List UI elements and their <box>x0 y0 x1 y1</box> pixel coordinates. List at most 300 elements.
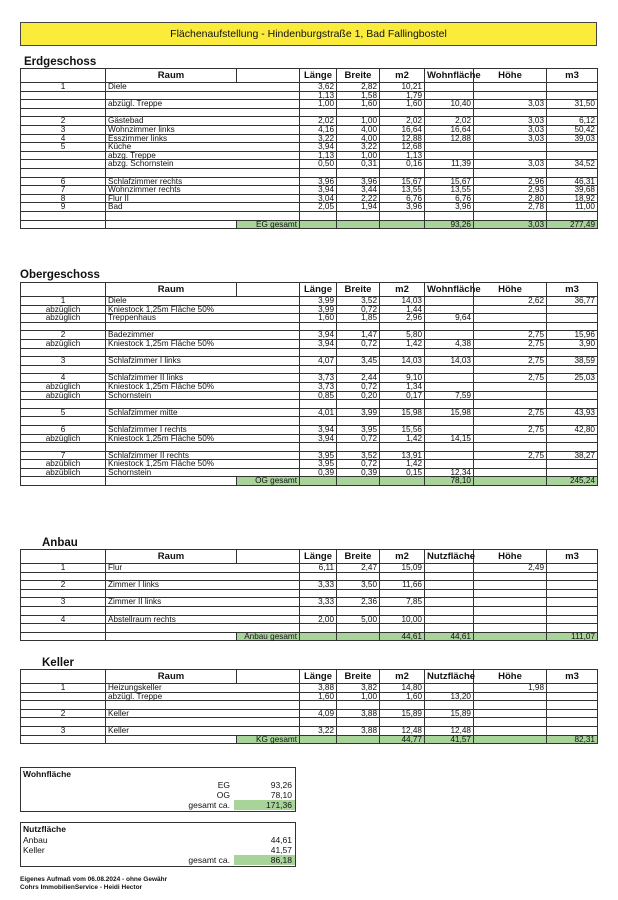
table-header <box>21 283 598 297</box>
header-cell-nr <box>21 283 106 297</box>
total-area: 78,10 <box>425 477 474 486</box>
cell-m2: 15,09 <box>380 564 425 573</box>
cell-nr: 5 <box>21 408 106 417</box>
cell-m2: 10,21 <box>380 83 425 92</box>
cell-hoehe <box>474 581 547 590</box>
header-cell-laenge: Länge <box>300 670 337 684</box>
cell-laenge: 3,99 <box>300 305 337 314</box>
cell-raum: Schlafzimmer I links <box>106 357 300 366</box>
table-row <box>21 581 598 590</box>
summary-wohnflaeche <box>20 767 296 812</box>
cell-raum: Küche <box>106 143 300 152</box>
cell-area <box>425 297 474 306</box>
summary-total-value: 86,18 <box>234 855 295 865</box>
keller-table <box>20 669 598 744</box>
cell-area <box>425 365 474 374</box>
summary-row <box>21 845 295 855</box>
cell-m2 <box>380 624 425 633</box>
cell-area: 12,48 <box>425 726 474 735</box>
cell-nr: 7 <box>21 186 106 195</box>
section-title-og: Obergeschoss <box>20 269 100 281</box>
cell-laenge: 3,04 <box>300 194 337 203</box>
cell-breite: 2,22 <box>337 194 380 203</box>
cell-hoehe: 2,75 <box>474 451 547 460</box>
header-cell-laenge: Länge <box>300 283 337 297</box>
cell-m3: 18,92 <box>547 194 598 203</box>
cell-nr: 6 <box>21 177 106 186</box>
cell-hoehe <box>474 443 547 452</box>
total-row <box>21 220 598 229</box>
cell-hoehe <box>474 391 547 400</box>
cell-empty <box>337 632 380 641</box>
header-cell-blank <box>237 550 300 564</box>
cell-m2: 11,66 <box>380 581 425 590</box>
cell-empty <box>300 632 337 641</box>
total-hoehe <box>474 477 547 486</box>
cell-nr: 1 <box>21 564 106 573</box>
cell-m3 <box>547 598 598 607</box>
cell-breite: 0,39 <box>337 468 380 477</box>
cell-laenge: 3,94 <box>300 434 337 443</box>
cell-m3 <box>547 400 598 409</box>
cell-hoehe: 3,03 <box>474 125 547 134</box>
cell-m3 <box>547 314 598 323</box>
cell-breite: 1,85 <box>337 314 380 323</box>
header-cell-blank <box>237 670 300 684</box>
cell-m3 <box>547 572 598 581</box>
cell-laenge: 3,96 <box>300 177 337 186</box>
table-row <box>21 443 598 452</box>
cell-breite: 2,36 <box>337 598 380 607</box>
cell-raum <box>106 211 300 220</box>
table-row <box>21 434 598 443</box>
summary-label: EG <box>217 780 230 790</box>
total-label: EG gesamt <box>237 220 300 229</box>
cell-breite <box>337 400 380 409</box>
header-cell-blank <box>237 69 300 83</box>
cell-hoehe <box>474 314 547 323</box>
cell-laenge: 0,50 <box>300 160 337 169</box>
cell-raum: Flur <box>106 564 300 573</box>
total-label: OG gesamt <box>237 477 300 486</box>
table-header <box>21 670 598 684</box>
cell-laenge: 3,73 <box>300 374 337 383</box>
summary-nutzflaeche <box>20 822 296 867</box>
cell-nr: 2 <box>21 117 106 126</box>
total-m3: 111,07 <box>547 632 598 641</box>
cell-nr: 2 <box>21 709 106 718</box>
cell-hoehe: 3,03 <box>474 134 547 143</box>
cell-m2: 3,96 <box>380 203 425 212</box>
cell-nr: 7 <box>21 451 106 460</box>
cell-empty <box>106 735 237 744</box>
cell-hoehe <box>474 709 547 718</box>
cell-nr <box>21 168 106 177</box>
cell-m2 <box>380 443 425 452</box>
cell-nr <box>21 91 106 100</box>
cell-m2: 9,10 <box>380 374 425 383</box>
cell-area <box>425 684 474 693</box>
cell-raum: abzg. Treppe <box>106 151 300 160</box>
header-cell-breite: Breite <box>337 550 380 564</box>
page-title: Flächenaufstellung - Hindenburgstraße 1, Bad Fallingbostel <box>20 22 597 46</box>
header-cell-breite: Breite <box>337 69 380 83</box>
cell-m2: 12,48 <box>380 726 425 735</box>
cell-raum: Schlafzimmer I rechts <box>106 425 300 434</box>
cell-m3 <box>547 692 598 701</box>
cell-laenge: 3,73 <box>300 382 337 391</box>
header-cell-nutzflaeche: Nutzfläche <box>425 670 474 684</box>
header-cell-m3: m3 <box>547 283 598 297</box>
cell-raum: Schlafzimmer II rechts <box>106 451 300 460</box>
cell-nr: abzüglich <box>21 434 106 443</box>
table-row <box>21 186 598 195</box>
cell-laenge <box>300 211 337 220</box>
table-row <box>21 297 598 306</box>
header-cell-m3: m3 <box>547 69 598 83</box>
cell-area <box>425 572 474 581</box>
cell-nr <box>21 624 106 633</box>
cell-m2: 14,80 <box>380 684 425 693</box>
cell-area: 13,55 <box>425 186 474 195</box>
total-label: KG gesamt <box>237 735 300 744</box>
cell-empty <box>21 477 106 486</box>
cell-raum: Kniestock 1,25m Fläche 50% <box>106 305 300 314</box>
cell-empty <box>300 220 337 229</box>
cell-m2 <box>380 211 425 220</box>
header-cell-raum: Raum <box>106 283 237 297</box>
cell-nr <box>21 443 106 452</box>
cell-nr: abzüglich <box>21 382 106 391</box>
cell-raum: Diele <box>106 297 300 306</box>
cell-m3: 46,31 <box>547 177 598 186</box>
cell-m3 <box>547 391 598 400</box>
summary-label: Anbau <box>23 835 48 845</box>
cell-area <box>425 425 474 434</box>
cell-laenge <box>300 168 337 177</box>
cell-area <box>425 564 474 573</box>
cell-m2: 15,89 <box>380 709 425 718</box>
cell-area <box>425 615 474 624</box>
total-area: 41,57 <box>425 735 474 744</box>
cell-breite <box>337 168 380 177</box>
cell-laenge: 3,95 <box>300 451 337 460</box>
cell-area <box>425 374 474 383</box>
cell-raum: Kniestock 1,25m Fläche 50% <box>106 434 300 443</box>
cell-m2: 13,91 <box>380 451 425 460</box>
cell-hoehe: 2,75 <box>474 357 547 366</box>
header-cell-m2: m2 <box>380 670 425 684</box>
cell-m2: 1,60 <box>380 692 425 701</box>
table-header <box>21 550 598 564</box>
table-row <box>21 615 598 624</box>
cell-laenge: 1,13 <box>300 91 337 100</box>
summary-value: 41,57 <box>270 845 292 855</box>
cell-breite: 3,88 <box>337 709 380 718</box>
cell-raum: Kniestock 1,25m Fläche 50% <box>106 382 300 391</box>
table-row <box>21 314 598 323</box>
cell-hoehe <box>474 305 547 314</box>
cell-raum: Zimmer I links <box>106 581 300 590</box>
cell-hoehe: 2,96 <box>474 177 547 186</box>
cell-nr: 3 <box>21 726 106 735</box>
cell-m2: 10,00 <box>380 615 425 624</box>
cell-breite: 0,20 <box>337 391 380 400</box>
cell-nr: 8 <box>21 194 106 203</box>
footer <box>20 876 167 892</box>
header-cell-wohnflaeche: Wohnfläche <box>425 69 474 83</box>
total-m2: 44,61 <box>380 632 425 641</box>
cell-hoehe <box>474 468 547 477</box>
cell-m3 <box>547 168 598 177</box>
cell-area: 11,39 <box>425 160 474 169</box>
cell-hoehe <box>474 615 547 624</box>
cell-nr: abzüglich <box>21 339 106 348</box>
cell-m2: 16,64 <box>380 125 425 134</box>
table-row <box>21 684 598 693</box>
cell-area: 14,15 <box>425 434 474 443</box>
cell-laenge: 4,09 <box>300 709 337 718</box>
total-hoehe <box>474 632 547 641</box>
cell-hoehe <box>474 382 547 391</box>
header-cell-hoehe: Höhe <box>474 69 547 83</box>
cell-m3: 39,68 <box>547 186 598 195</box>
cell-m3 <box>547 382 598 391</box>
cell-hoehe: 2,75 <box>474 408 547 417</box>
total-row <box>21 477 598 486</box>
cell-laenge: 3,88 <box>300 684 337 693</box>
table-row <box>21 692 598 701</box>
cell-nr: 1 <box>21 83 106 92</box>
table-row <box>21 357 598 366</box>
cell-nr: 4 <box>21 615 106 624</box>
cell-raum: Bad <box>106 203 300 212</box>
cell-raum: Abstellraum rechts <box>106 615 300 624</box>
cell-hoehe: 2,75 <box>474 339 547 348</box>
cell-raum: Treppenhaus <box>106 314 300 323</box>
cell-area <box>425 168 474 177</box>
cell-m2: 1,13 <box>380 151 425 160</box>
footer-line-2: Cohrs ImmobilienService - Heidi Hector <box>20 884 143 891</box>
cell-m3: 34,52 <box>547 160 598 169</box>
cell-laenge: 3,94 <box>300 143 337 152</box>
cell-breite: 0,31 <box>337 160 380 169</box>
cell-breite: 1,00 <box>337 151 380 160</box>
cell-nr <box>21 100 106 109</box>
header-cell-blank <box>237 283 300 297</box>
summary-label: OG <box>216 790 230 800</box>
cell-nr: 3 <box>21 598 106 607</box>
cell-laenge: 3,99 <box>300 297 337 306</box>
cell-raum: Zimmer II links <box>106 598 300 607</box>
header-cell-breite: Breite <box>337 283 380 297</box>
cell-laenge: 4,07 <box>300 357 337 366</box>
cell-raum: Flur II <box>106 194 300 203</box>
summary-total-value: 171,36 <box>234 800 295 810</box>
cell-m3: 38,27 <box>547 451 598 460</box>
cell-breite: 1,00 <box>337 117 380 126</box>
cell-raum: Badezimmer <box>106 331 300 340</box>
cell-breite: 4,00 <box>337 134 380 143</box>
cell-breite: 1,60 <box>337 100 380 109</box>
cell-nr: 1 <box>21 684 106 693</box>
cell-laenge: 4,01 <box>300 408 337 417</box>
header-cell-hoehe: Höhe <box>474 550 547 564</box>
section-title-eg: Erdgeschoss <box>24 56 97 68</box>
cell-laenge: 1,60 <box>300 692 337 701</box>
cell-laenge: 3,95 <box>300 460 337 469</box>
cell-raum: Schlafzimmer II links <box>106 374 300 383</box>
cell-raum: Wohnzimmer links <box>106 125 300 134</box>
cell-hoehe <box>474 572 547 581</box>
cell-hoehe <box>474 434 547 443</box>
cell-area <box>425 589 474 598</box>
cell-nr: 4 <box>21 374 106 383</box>
table-row <box>21 339 598 348</box>
summary-row <box>21 780 295 790</box>
cell-m3: 3,90 <box>547 339 598 348</box>
cell-m3 <box>547 564 598 573</box>
summary-value: 78,10 <box>270 790 292 800</box>
total-row <box>21 735 598 744</box>
cell-empty <box>337 477 380 486</box>
cell-breite: 3,44 <box>337 186 380 195</box>
cell-hoehe: 2,62 <box>474 297 547 306</box>
cell-laenge <box>300 400 337 409</box>
cell-m2: 1,42 <box>380 339 425 348</box>
cell-m2: 2,02 <box>380 117 425 126</box>
summary-row <box>21 835 295 845</box>
summary-total-label: gesamt ca. <box>188 800 230 810</box>
cell-area <box>425 606 474 615</box>
cell-nr: 6 <box>21 425 106 434</box>
cell-raum <box>106 701 300 710</box>
cell-empty <box>337 735 380 744</box>
table-row <box>21 709 598 718</box>
cell-hoehe <box>474 718 547 727</box>
cell-empty <box>21 220 106 229</box>
cell-m2 <box>380 701 425 710</box>
cell-area: 3,96 <box>425 203 474 212</box>
cell-laenge <box>300 606 337 615</box>
cell-nr: abzüglich <box>21 391 106 400</box>
cell-m3: 38,59 <box>547 357 598 366</box>
total-hoehe: 3,03 <box>474 220 547 229</box>
summary-title: Wohnfläche <box>23 769 72 779</box>
cell-empty <box>21 735 106 744</box>
total-hoehe <box>474 735 547 744</box>
cell-raum: Keller <box>106 709 300 718</box>
cell-hoehe <box>474 606 547 615</box>
cell-hoehe: 2,80 <box>474 194 547 203</box>
cell-breite: 0,72 <box>337 339 380 348</box>
cell-breite: 3,22 <box>337 143 380 152</box>
cell-hoehe: 2,75 <box>474 374 547 383</box>
cell-nr <box>21 692 106 701</box>
cell-area <box>425 400 474 409</box>
cell-breite: 0,72 <box>337 460 380 469</box>
cell-m3 <box>547 434 598 443</box>
cell-breite: 1,94 <box>337 203 380 212</box>
cell-breite: 2,44 <box>337 374 380 383</box>
cell-m2: 2,96 <box>380 314 425 323</box>
summary-total-row <box>21 800 295 810</box>
cell-m3: 42,80 <box>547 425 598 434</box>
cell-nr: abzüglich <box>21 314 106 323</box>
cell-laenge: 3,62 <box>300 83 337 92</box>
cell-breite: 2,47 <box>337 564 380 573</box>
table-row <box>21 425 598 434</box>
cell-hoehe: 2,75 <box>474 425 547 434</box>
cell-breite: 0,72 <box>337 434 380 443</box>
total-row <box>21 632 598 641</box>
cell-m2 <box>380 168 425 177</box>
cell-breite: 5,00 <box>337 615 380 624</box>
header-cell-raum: Raum <box>106 670 237 684</box>
cell-raum: Schornstein <box>106 391 300 400</box>
cell-m2: 1,44 <box>380 305 425 314</box>
cell-empty <box>337 220 380 229</box>
cell-hoehe <box>474 400 547 409</box>
cell-area <box>425 417 474 426</box>
table-row <box>21 125 598 134</box>
cell-hoehe: 2,93 <box>474 186 547 195</box>
cell-hoehe <box>474 460 547 469</box>
cell-m3 <box>547 83 598 92</box>
cell-m2: 15,56 <box>380 425 425 434</box>
cell-hoehe <box>474 701 547 710</box>
table-row <box>21 726 598 735</box>
cell-raum <box>106 443 300 452</box>
cell-m3 <box>547 709 598 718</box>
cell-area <box>425 143 474 152</box>
cell-m3 <box>547 624 598 633</box>
cell-m3: 31,50 <box>547 100 598 109</box>
cell-raum: Keller <box>106 726 300 735</box>
cell-m3 <box>547 460 598 469</box>
cell-area: 12,34 <box>425 468 474 477</box>
header-cell-m2: m2 <box>380 69 425 83</box>
cell-m2: 14,03 <box>380 297 425 306</box>
cell-empty <box>106 632 237 641</box>
cell-nr <box>21 160 106 169</box>
cell-nr <box>21 151 106 160</box>
cell-m3: 43,93 <box>547 408 598 417</box>
summary-title: Nutzfläche <box>23 824 66 834</box>
cell-hoehe: 2,75 <box>474 331 547 340</box>
header-cell-raum: Raum <box>106 69 237 83</box>
cell-raum: Schlafzimmer mitte <box>106 408 300 417</box>
cell-breite: 1,58 <box>337 91 380 100</box>
cell-breite: 0,72 <box>337 382 380 391</box>
cell-hoehe <box>474 83 547 92</box>
cell-area: 15,67 <box>425 177 474 186</box>
cell-area <box>425 382 474 391</box>
total-m3: 277,49 <box>547 220 598 229</box>
cell-raum: abzg. Schornstein <box>106 160 300 169</box>
header-cell-laenge: Länge <box>300 550 337 564</box>
cell-laenge: 4,16 <box>300 125 337 134</box>
cell-m3 <box>547 701 598 710</box>
cell-raum: Wohnzimmer rechts <box>106 186 300 195</box>
cell-area: 2,02 <box>425 117 474 126</box>
cell-area: 9,64 <box>425 314 474 323</box>
cell-breite: 3,95 <box>337 425 380 434</box>
cell-breite: 1,00 <box>337 692 380 701</box>
cell-nr: 3 <box>21 357 106 366</box>
cell-m3 <box>547 143 598 152</box>
cell-m2: 14,03 <box>380 357 425 366</box>
